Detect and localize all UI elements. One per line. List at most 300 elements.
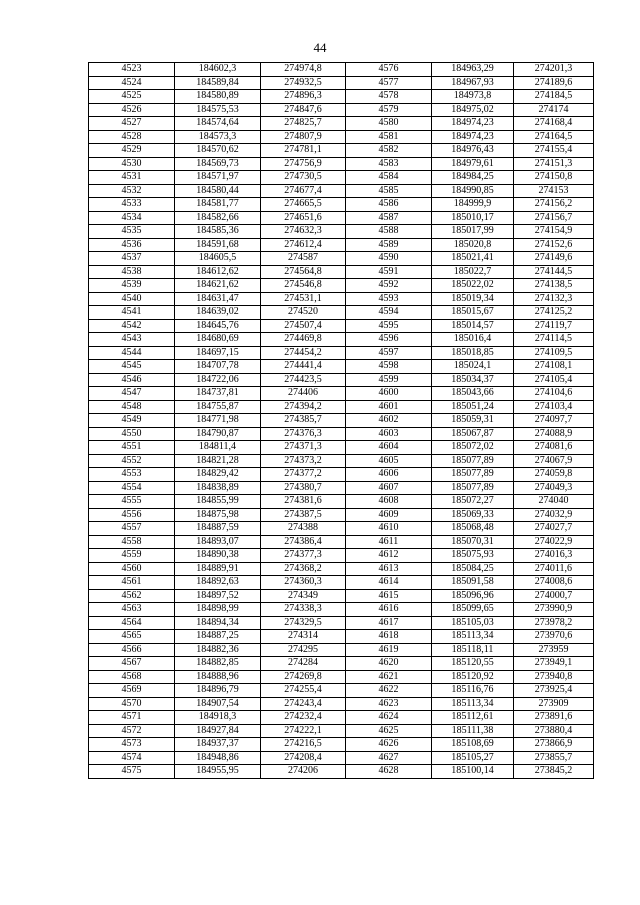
cell-point-number: 4538 (89, 265, 175, 279)
cell-y-coordinate: 274156,2 (514, 198, 594, 212)
cell-point-number: 4525 (89, 90, 175, 104)
cell-x-coordinate: 185067,87 (432, 427, 514, 441)
cell-point-number: 4598 (346, 360, 432, 374)
cell-point-number: 4579 (346, 103, 432, 117)
table-row (89, 603, 594, 617)
cell-point-number: 4533 (89, 198, 175, 212)
coordinates-table-body (89, 63, 594, 779)
cell-point-number: 4588 (346, 225, 432, 239)
cell-point-number: 4552 (89, 454, 175, 468)
cell-x-coordinate: 185105,03 (432, 616, 514, 630)
cell-point-number: 4613 (346, 562, 432, 576)
cell-point-number: 4599 (346, 373, 432, 387)
cell-point-number: 4555 (89, 495, 175, 509)
table-row (89, 468, 594, 482)
cell-y-coordinate: 274168,4 (514, 117, 594, 131)
cell-y-coordinate: 274108,1 (514, 360, 594, 374)
page-number: 44 (313, 40, 327, 55)
cell-point-number: 4576 (346, 63, 432, 77)
cell-point-number: 4628 (346, 765, 432, 779)
table-row (89, 279, 594, 293)
cell-x-coordinate: 184855,99 (175, 495, 261, 509)
cell-point-number: 4529 (89, 144, 175, 158)
table-row (89, 576, 594, 590)
cell-point-number: 4622 (346, 684, 432, 698)
cell-x-coordinate: 184927,84 (175, 724, 261, 738)
cell-point-number: 4615 (346, 589, 432, 603)
cell-point-number: 4556 (89, 508, 175, 522)
table-row (89, 697, 594, 711)
cell-y-coordinate: 274338,3 (261, 603, 346, 617)
cell-x-coordinate: 185099,65 (432, 603, 514, 617)
cell-point-number: 4536 (89, 238, 175, 252)
cell-x-coordinate: 185021,41 (432, 252, 514, 266)
cell-y-coordinate: 274125,2 (514, 306, 594, 320)
cell-x-coordinate: 184790,87 (175, 427, 261, 441)
cell-point-number: 4611 (346, 535, 432, 549)
cell-x-coordinate: 184707,78 (175, 360, 261, 374)
cell-y-coordinate: 274022,9 (514, 535, 594, 549)
cell-y-coordinate: 274314 (261, 630, 346, 644)
cell-point-number: 4565 (89, 630, 175, 644)
cell-point-number: 4566 (89, 643, 175, 657)
cell-point-number: 4554 (89, 481, 175, 495)
table-row (89, 751, 594, 765)
cell-y-coordinate: 274932,5 (261, 76, 346, 90)
table-row (89, 387, 594, 401)
cell-y-coordinate: 274155,4 (514, 144, 594, 158)
cell-x-coordinate: 185108,69 (432, 738, 514, 752)
cell-x-coordinate: 185111,38 (432, 724, 514, 738)
cell-x-coordinate: 184639,02 (175, 306, 261, 320)
cell-y-coordinate: 274174 (514, 103, 594, 117)
cell-y-coordinate: 274377,3 (261, 549, 346, 563)
cell-point-number: 4595 (346, 319, 432, 333)
cell-x-coordinate: 184573,3 (175, 130, 261, 144)
cell-point-number: 4578 (346, 90, 432, 104)
cell-point-number: 4584 (346, 171, 432, 185)
cell-point-number: 4600 (346, 387, 432, 401)
cell-point-number: 4585 (346, 184, 432, 198)
cell-x-coordinate: 184580,89 (175, 90, 261, 104)
cell-x-coordinate: 184582,66 (175, 211, 261, 225)
cell-y-coordinate: 274222,1 (261, 724, 346, 738)
cell-point-number: 4530 (89, 157, 175, 171)
table-row (89, 765, 594, 779)
cell-x-coordinate: 184974,23 (432, 130, 514, 144)
cell-point-number: 4559 (89, 549, 175, 563)
cell-x-coordinate: 184589,84 (175, 76, 261, 90)
cell-x-coordinate: 185022,7 (432, 265, 514, 279)
cell-point-number: 4570 (89, 697, 175, 711)
cell-x-coordinate: 185077,89 (432, 481, 514, 495)
table-row (89, 724, 594, 738)
cell-x-coordinate: 184571,97 (175, 171, 261, 185)
cell-y-coordinate: 274295 (261, 643, 346, 657)
cell-x-coordinate: 184821,28 (175, 454, 261, 468)
cell-y-coordinate: 274255,4 (261, 684, 346, 698)
cell-point-number: 4561 (89, 576, 175, 590)
cell-point-number: 4592 (346, 279, 432, 293)
cell-x-coordinate: 184937,37 (175, 738, 261, 752)
cell-y-coordinate: 274756,9 (261, 157, 346, 171)
cell-point-number: 4564 (89, 616, 175, 630)
cell-x-coordinate: 184882,85 (175, 657, 261, 671)
cell-y-coordinate: 274097,7 (514, 414, 594, 428)
cell-x-coordinate: 184605,5 (175, 252, 261, 266)
cell-point-number: 4602 (346, 414, 432, 428)
cell-x-coordinate: 184893,07 (175, 535, 261, 549)
cell-x-coordinate: 184955,95 (175, 765, 261, 779)
cell-x-coordinate: 184896,79 (175, 684, 261, 698)
cell-x-coordinate: 184976,43 (432, 144, 514, 158)
cell-y-coordinate: 274896,3 (261, 90, 346, 104)
cell-y-coordinate: 274546,8 (261, 279, 346, 293)
cell-point-number: 4621 (346, 670, 432, 684)
cell-x-coordinate: 185120,92 (432, 670, 514, 684)
cell-point-number: 4607 (346, 481, 432, 495)
table-row (89, 670, 594, 684)
cell-y-coordinate: 273891,6 (514, 711, 594, 725)
cell-point-number: 4551 (89, 441, 175, 455)
cell-y-coordinate: 274243,4 (261, 697, 346, 711)
cell-y-coordinate: 274507,4 (261, 319, 346, 333)
cell-y-coordinate: 274189,6 (514, 76, 594, 90)
cell-y-coordinate: 274349 (261, 589, 346, 603)
cell-point-number: 4558 (89, 535, 175, 549)
cell-x-coordinate: 185113,34 (432, 697, 514, 711)
cell-x-coordinate: 184580,44 (175, 184, 261, 198)
table-row (89, 252, 594, 266)
cell-x-coordinate: 185022,02 (432, 279, 514, 293)
cell-y-coordinate: 274150,8 (514, 171, 594, 185)
cell-point-number: 4541 (89, 306, 175, 320)
cell-y-coordinate: 274587 (261, 252, 346, 266)
cell-y-coordinate: 274371,3 (261, 441, 346, 455)
cell-y-coordinate: 274284 (261, 657, 346, 671)
cell-y-coordinate: 274008,6 (514, 576, 594, 590)
cell-x-coordinate: 184967,93 (432, 76, 514, 90)
cell-y-coordinate: 274847,6 (261, 103, 346, 117)
cell-point-number: 4604 (346, 441, 432, 455)
cell-y-coordinate: 274208,4 (261, 751, 346, 765)
cell-y-coordinate: 274067,9 (514, 454, 594, 468)
cell-point-number: 4625 (346, 724, 432, 738)
cell-x-coordinate: 184882,36 (175, 643, 261, 657)
cell-point-number: 4562 (89, 589, 175, 603)
cell-x-coordinate: 184979,61 (432, 157, 514, 171)
cell-point-number: 4623 (346, 697, 432, 711)
cell-y-coordinate: 274027,7 (514, 522, 594, 536)
cell-y-coordinate: 274423,5 (261, 373, 346, 387)
cell-x-coordinate: 185072,27 (432, 495, 514, 509)
cell-y-coordinate: 274132,3 (514, 292, 594, 306)
cell-x-coordinate: 184875,98 (175, 508, 261, 522)
cell-y-coordinate: 274388 (261, 522, 346, 536)
cell-x-coordinate: 185015,67 (432, 306, 514, 320)
cell-x-coordinate: 184645,76 (175, 319, 261, 333)
cell-point-number: 4524 (89, 76, 175, 90)
table-row (89, 522, 594, 536)
cell-x-coordinate: 185043,66 (432, 387, 514, 401)
cell-point-number: 4537 (89, 252, 175, 266)
table-row (89, 400, 594, 414)
cell-x-coordinate: 185017,99 (432, 225, 514, 239)
cell-point-number: 4575 (89, 765, 175, 779)
table-row (89, 157, 594, 171)
cell-point-number: 4619 (346, 643, 432, 657)
cell-point-number: 4568 (89, 670, 175, 684)
cell-point-number: 4548 (89, 400, 175, 414)
cell-x-coordinate: 185096,96 (432, 589, 514, 603)
table-row (89, 346, 594, 360)
table-row (89, 441, 594, 455)
cell-x-coordinate: 184570,62 (175, 144, 261, 158)
table-row (89, 508, 594, 522)
cell-point-number: 4581 (346, 130, 432, 144)
cell-point-number: 4542 (89, 319, 175, 333)
cell-x-coordinate: 184631,47 (175, 292, 261, 306)
table-row (89, 184, 594, 198)
table-row (89, 360, 594, 374)
cell-point-number: 4618 (346, 630, 432, 644)
cell-y-coordinate: 274387,5 (261, 508, 346, 522)
cell-point-number: 4569 (89, 684, 175, 698)
cell-x-coordinate: 184889,91 (175, 562, 261, 576)
cell-point-number: 4609 (346, 508, 432, 522)
cell-y-coordinate: 274385,7 (261, 414, 346, 428)
cell-point-number: 4586 (346, 198, 432, 212)
cell-y-coordinate: 274105,4 (514, 373, 594, 387)
cell-y-coordinate: 274974,8 (261, 63, 346, 77)
cell-point-number: 4594 (346, 306, 432, 320)
cell-y-coordinate: 274373,2 (261, 454, 346, 468)
cell-y-coordinate: 274154,9 (514, 225, 594, 239)
table-row (89, 319, 594, 333)
cell-point-number: 4553 (89, 468, 175, 482)
cell-y-coordinate: 274216,5 (261, 738, 346, 752)
cell-point-number: 4546 (89, 373, 175, 387)
cell-point-number: 4617 (346, 616, 432, 630)
cell-x-coordinate: 184918,3 (175, 711, 261, 725)
cell-point-number: 4627 (346, 751, 432, 765)
cell-x-coordinate: 184575,53 (175, 103, 261, 117)
cell-point-number: 4534 (89, 211, 175, 225)
cell-y-coordinate: 273855,7 (514, 751, 594, 765)
cell-point-number: 4571 (89, 711, 175, 725)
cell-x-coordinate: 185018,85 (432, 346, 514, 360)
cell-y-coordinate: 274232,4 (261, 711, 346, 725)
cell-x-coordinate: 184892,63 (175, 576, 261, 590)
cell-point-number: 4550 (89, 427, 175, 441)
cell-point-number: 4624 (346, 711, 432, 725)
cell-y-coordinate: 274032,9 (514, 508, 594, 522)
cell-x-coordinate: 185034,37 (432, 373, 514, 387)
table-row (89, 63, 594, 77)
cell-x-coordinate: 184898,99 (175, 603, 261, 617)
cell-point-number: 4547 (89, 387, 175, 401)
cell-x-coordinate: 184990,85 (432, 184, 514, 198)
cell-y-coordinate: 274103,4 (514, 400, 594, 414)
cell-point-number: 4601 (346, 400, 432, 414)
cell-y-coordinate: 274807,9 (261, 130, 346, 144)
cell-x-coordinate: 184829,42 (175, 468, 261, 482)
table-row (89, 630, 594, 644)
cell-y-coordinate: 274329,5 (261, 616, 346, 630)
table-row (89, 481, 594, 495)
cell-y-coordinate: 274441,4 (261, 360, 346, 374)
cell-point-number: 4531 (89, 171, 175, 185)
cell-x-coordinate: 184887,25 (175, 630, 261, 644)
cell-point-number: 4567 (89, 657, 175, 671)
cell-y-coordinate: 273925,4 (514, 684, 594, 698)
table-row (89, 238, 594, 252)
cell-point-number: 4528 (89, 130, 175, 144)
cell-point-number: 4583 (346, 157, 432, 171)
cell-point-number: 4523 (89, 63, 175, 77)
cell-x-coordinate: 185059,31 (432, 414, 514, 428)
cell-x-coordinate: 184974,23 (432, 117, 514, 131)
table-row (89, 130, 594, 144)
cell-y-coordinate: 274049,3 (514, 481, 594, 495)
cell-y-coordinate: 274206 (261, 765, 346, 779)
cell-y-coordinate: 274360,3 (261, 576, 346, 590)
cell-x-coordinate: 184838,89 (175, 481, 261, 495)
cell-point-number: 4572 (89, 724, 175, 738)
cell-y-coordinate: 274454,2 (261, 346, 346, 360)
cell-x-coordinate: 184897,52 (175, 589, 261, 603)
cell-x-coordinate: 184574,64 (175, 117, 261, 131)
cell-x-coordinate: 185116,76 (432, 684, 514, 698)
cell-point-number: 4612 (346, 549, 432, 563)
cell-x-coordinate: 185084,25 (432, 562, 514, 576)
cell-y-coordinate: 274016,3 (514, 549, 594, 563)
table-row (89, 198, 594, 212)
cell-x-coordinate: 185019,34 (432, 292, 514, 306)
cell-point-number: 4526 (89, 103, 175, 117)
cell-x-coordinate: 185051,24 (432, 400, 514, 414)
table-row (89, 643, 594, 657)
cell-y-coordinate: 273949,1 (514, 657, 594, 671)
cell-point-number: 4545 (89, 360, 175, 374)
cell-point-number: 4616 (346, 603, 432, 617)
cell-x-coordinate: 184697,15 (175, 346, 261, 360)
cell-x-coordinate: 184569,73 (175, 157, 261, 171)
table-row (89, 616, 594, 630)
cell-y-coordinate: 274381,6 (261, 495, 346, 509)
cell-point-number: 4626 (346, 738, 432, 752)
cell-x-coordinate: 184984,25 (432, 171, 514, 185)
cell-point-number: 4587 (346, 211, 432, 225)
cell-point-number: 4560 (89, 562, 175, 576)
cell-x-coordinate: 184771,98 (175, 414, 261, 428)
cell-x-coordinate: 184612,62 (175, 265, 261, 279)
cell-x-coordinate: 184811,4 (175, 441, 261, 455)
cell-y-coordinate: 273880,4 (514, 724, 594, 738)
cell-point-number: 4535 (89, 225, 175, 239)
cell-y-coordinate: 274088,9 (514, 427, 594, 441)
cell-point-number: 4540 (89, 292, 175, 306)
cell-x-coordinate: 184585,36 (175, 225, 261, 239)
cell-y-coordinate: 274104,6 (514, 387, 594, 401)
table-row (89, 333, 594, 347)
cell-y-coordinate: 274730,5 (261, 171, 346, 185)
cell-x-coordinate: 185091,58 (432, 576, 514, 590)
cell-y-coordinate: 274781,1 (261, 144, 346, 158)
cell-x-coordinate: 185024,1 (432, 360, 514, 374)
cell-point-number: 4543 (89, 333, 175, 347)
cell-y-coordinate: 274184,5 (514, 90, 594, 104)
cell-y-coordinate: 274469,8 (261, 333, 346, 347)
table-row (89, 549, 594, 563)
cell-y-coordinate: 274081,6 (514, 441, 594, 455)
cell-x-coordinate: 184591,68 (175, 238, 261, 252)
table-row (89, 306, 594, 320)
cell-y-coordinate: 274149,6 (514, 252, 594, 266)
cell-x-coordinate: 184888,96 (175, 670, 261, 684)
cell-y-coordinate: 273959 (514, 643, 594, 657)
cell-x-coordinate: 185070,31 (432, 535, 514, 549)
cell-point-number: 4606 (346, 468, 432, 482)
cell-point-number: 4620 (346, 657, 432, 671)
cell-y-coordinate: 273866,9 (514, 738, 594, 752)
cell-x-coordinate: 185016,4 (432, 333, 514, 347)
cell-point-number: 4608 (346, 495, 432, 509)
table-row (89, 211, 594, 225)
cell-x-coordinate: 185014,57 (432, 319, 514, 333)
table-row (89, 292, 594, 306)
cell-y-coordinate: 274059,8 (514, 468, 594, 482)
cell-point-number: 4605 (346, 454, 432, 468)
cell-y-coordinate: 274138,5 (514, 279, 594, 293)
cell-x-coordinate: 184581,77 (175, 198, 261, 212)
cell-x-coordinate: 185072,02 (432, 441, 514, 455)
cell-y-coordinate: 274119,7 (514, 319, 594, 333)
cell-x-coordinate: 185077,89 (432, 454, 514, 468)
cell-point-number: 4596 (346, 333, 432, 347)
cell-y-coordinate: 273940,8 (514, 670, 594, 684)
table-row (89, 589, 594, 603)
cell-y-coordinate: 274040 (514, 495, 594, 509)
cell-point-number: 4563 (89, 603, 175, 617)
table-row (89, 427, 594, 441)
cell-point-number: 4532 (89, 184, 175, 198)
cell-y-coordinate: 273990,9 (514, 603, 594, 617)
cell-y-coordinate: 274201,3 (514, 63, 594, 77)
cell-x-coordinate: 184907,54 (175, 697, 261, 711)
cell-point-number: 4590 (346, 252, 432, 266)
table-row (89, 117, 594, 131)
cell-x-coordinate: 185010,17 (432, 211, 514, 225)
cell-point-number: 4574 (89, 751, 175, 765)
cell-y-coordinate: 274151,3 (514, 157, 594, 171)
cell-point-number: 4557 (89, 522, 175, 536)
table-row (89, 103, 594, 117)
cell-y-coordinate: 273845,2 (514, 765, 594, 779)
cell-x-coordinate: 185113,34 (432, 630, 514, 644)
cell-y-coordinate: 274377,2 (261, 468, 346, 482)
cell-x-coordinate: 185105,27 (432, 751, 514, 765)
cell-y-coordinate: 274114,5 (514, 333, 594, 347)
cell-y-coordinate: 274000,7 (514, 589, 594, 603)
cell-point-number: 4582 (346, 144, 432, 158)
cell-point-number: 4544 (89, 346, 175, 360)
cell-point-number: 4527 (89, 117, 175, 131)
cell-x-coordinate: 184948,86 (175, 751, 261, 765)
cell-y-coordinate: 274677,4 (261, 184, 346, 198)
cell-y-coordinate: 274109,5 (514, 346, 594, 360)
cell-y-coordinate: 274153 (514, 184, 594, 198)
